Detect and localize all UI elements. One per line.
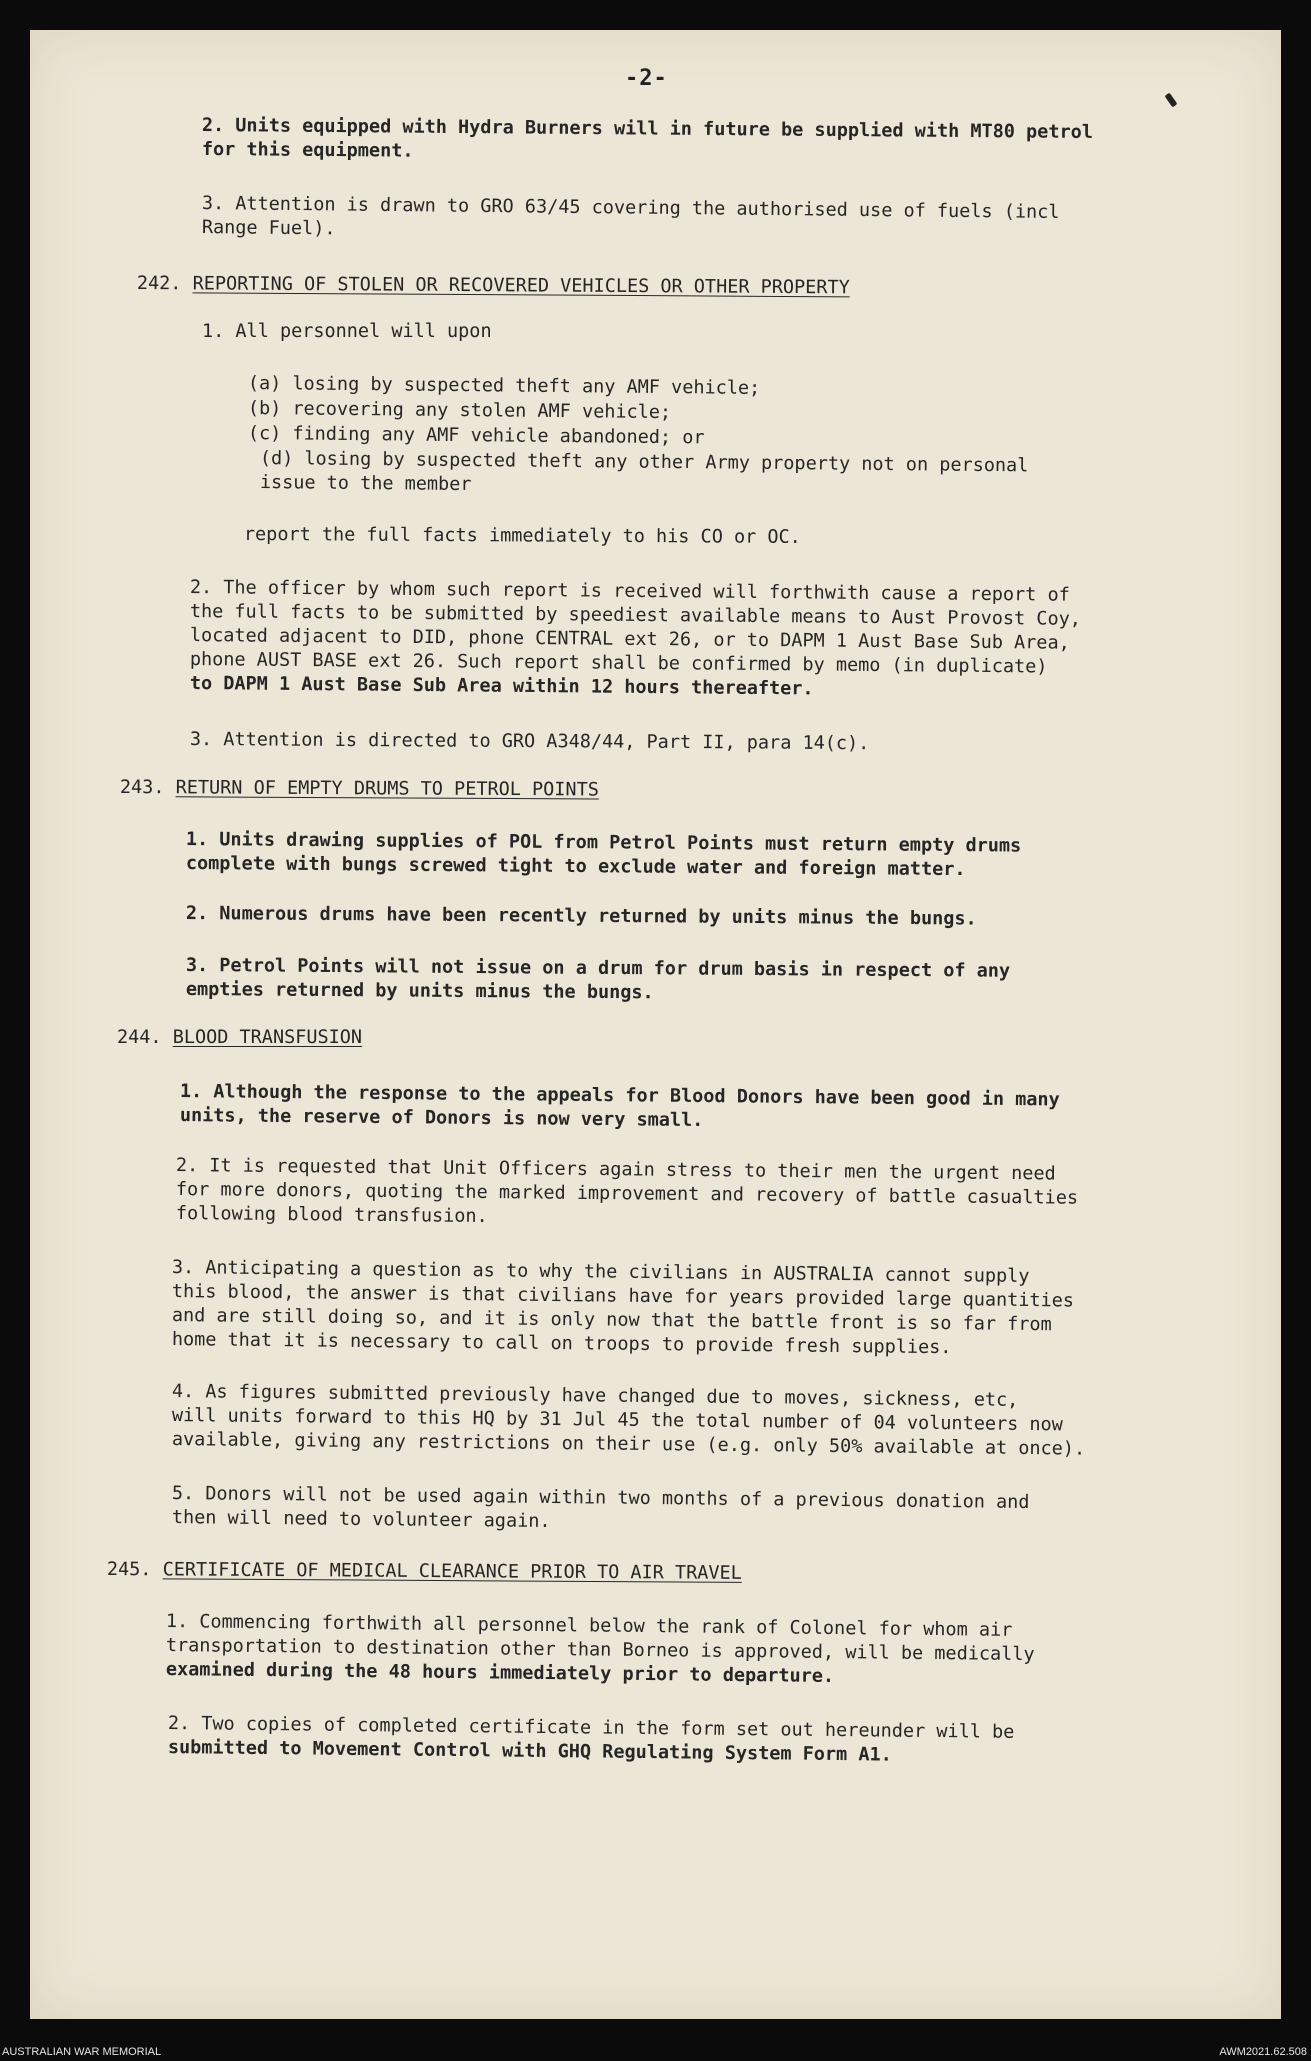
section-244-para-5-line-2: then will need to volunteer again. [171, 1507, 551, 1532]
section-244-para-4-line-2: will units forward to this HQ by 31 Jul 45 the total number of 04 volunteers now [171, 1405, 1063, 1436]
footer-institution: AUSTRALIAN WAR MEMORIAL [2, 2046, 162, 2058]
section-245-heading [107, 1558, 742, 1586]
section-242-title: REPORTING OF STOLEN OR RECOVERED VEHICLES OR OTHER PROPERTY [192, 273, 850, 299]
section-242-item-b: (b) recovering any stolen AMF vehicle; [247, 397, 672, 424]
section-244-number: 244. [117, 1027, 162, 1048]
section-242-report-line: report the full facts immediately to his CO or OC. [243, 524, 801, 548]
section-242-para-2-line-1: 2. The officer by whom such report is received will forthwith cause a report of [189, 576, 1070, 606]
section-242-item-c: (c) finding any AMF vehicle abandoned; or [247, 422, 705, 449]
section-245-para-1-line-3: examined during the 48 hours immediately prior to departure. [165, 1659, 835, 1687]
footer-accession-number: AWM2021.62.508 [1219, 2046, 1307, 2058]
section-243-heading [120, 776, 599, 803]
section-245-para-1-line-2: transportation to destination other than Borneo is approved, will be medically [165, 1635, 1035, 1666]
section-243-para-3-line-1: 3. Petrol Points will not issue on a drum for drum basis in respect of any [185, 955, 1011, 982]
fuel-para-2-line-1: 2. Units equipped with Hydra Burners will in future be supplied with MT80 petrol [201, 114, 1094, 143]
section-243-para-2: 2. Numerous drums have been recently returned by units minus the bungs. [185, 903, 977, 930]
section-245-para-2-line-1: 2. Two copies of completed certificate in the form set out hereunder will be [167, 1713, 1015, 1743]
section-242-para-2-line-4: phone AUST BASE ext 26. Such report shall be confirmed by memo (in duplicate) [189, 648, 1048, 678]
section-244-para-2-line-1: 2. It is requested that Unit Officers again stress to their men the urgent need [175, 1155, 1056, 1185]
fuel-para-3-line-1: 3. Attention is drawn to GRO 63/45 covering the authorised use of fuels (incl [201, 192, 1060, 223]
section-244-para-3-line-3: and are still doing so, and it is only now that the battle front is so far from [171, 1305, 1052, 1336]
section-244-para-5-line-1: 5. Donors will not be used again within two months of a previous donation and [171, 1483, 1030, 1513]
section-242-para-2-line-2: the full facts to be submitted by speediest available means to Aust Provost Coy, [189, 600, 1082, 630]
section-245-title: CERTIFICATE OF MEDICAL CLEARANCE PRIOR TO AIR TRAVEL [162, 1559, 742, 1584]
section-244-para-1-line-2: units, the reserve of Donors is now very small. [179, 1105, 704, 1132]
section-244-para-3-line-2: this blood, the answer is that civilians have for years provided large quantities [171, 1281, 1075, 1312]
section-243-para-1-line-1: 1. Units drawing supplies of POL from Petrol Points must return empty drums [185, 828, 1022, 857]
section-245-para-1-line-1: 1. Commencing forthwith all personnel below the rank of Colonel for whom air [165, 1611, 1013, 1641]
section-244-title: BLOOD TRANSFUSION [172, 1027, 363, 1048]
section-244-para-2-line-2: for more donors, quoting the marked improvement and recovery of battle casualties [175, 1179, 1079, 1209]
section-242-para-3: 3. Attention is directed to GRO A348/44, Part II, para 14(c). [189, 729, 870, 755]
section-243-number: 243. [119, 777, 165, 799]
section-242-para-2-line-3: located adjacent to DID, phone CENTRAL ext 26, or to DAPM 1 Aust Base Sub Area, [189, 624, 1070, 654]
section-242-number: 242. [136, 272, 182, 295]
section-242-item-d: (d) losing by suspected theft any other Army property not on personal [259, 447, 1029, 477]
section-244-para-3-line-1: 3. Anticipating a question as to why the civilians in AUSTRALIA cannot supply [171, 1257, 1030, 1287]
section-243-title: RETURN OF EMPTY DRUMS TO PETROL POINTS [175, 777, 599, 801]
fuel-para-3-line-2: Range Fuel). [201, 216, 336, 240]
section-242-item-d-cont: issue to the member [259, 471, 472, 496]
section-242-item-a: (a) losing by suspected theft any AMF vehicle; [247, 372, 761, 399]
section-242-para-2-line-5: to DAPM 1 Aust Base Sub Area within 12 hours thereafter. [189, 672, 814, 700]
section-244-heading [117, 1026, 362, 1050]
fuel-para-2-line-2: for this equipment. [201, 138, 414, 162]
section-245-number: 245. [106, 1559, 152, 1581]
section-242-para-1: 1. All personnel will upon [202, 321, 492, 342]
page-number: -2- [625, 66, 668, 91]
section-244-para-4-line-3: available, giving any restrictions on their use (e.g. only 50% available at once). [171, 1429, 1086, 1460]
section-242-heading [137, 272, 850, 300]
section-243-para-3-line-2: empties returned by units minus the bungs. [185, 979, 654, 1004]
section-244-para-3-line-4: home that it is necessary to call on troops to provide fresh supplies. [171, 1329, 952, 1359]
section-244-para-4-line-1: 4. As figures submitted previously have changed due to moves, sickness, etc, [171, 1381, 1019, 1411]
section-245-para-2-line-2: submitted to Movement Control with GHQ Regulating System Form A1. [167, 1737, 892, 1766]
section-244-para-2-line-3: following blood transfusion. [175, 1203, 488, 1227]
section-243-para-1-line-2: complete with bungs screwed tight to exclude water and foreign matter. [185, 852, 966, 881]
section-244-para-1-line-1: 1. Although the response to the appeals for Blood Donors have been good in many [179, 1081, 1060, 1111]
